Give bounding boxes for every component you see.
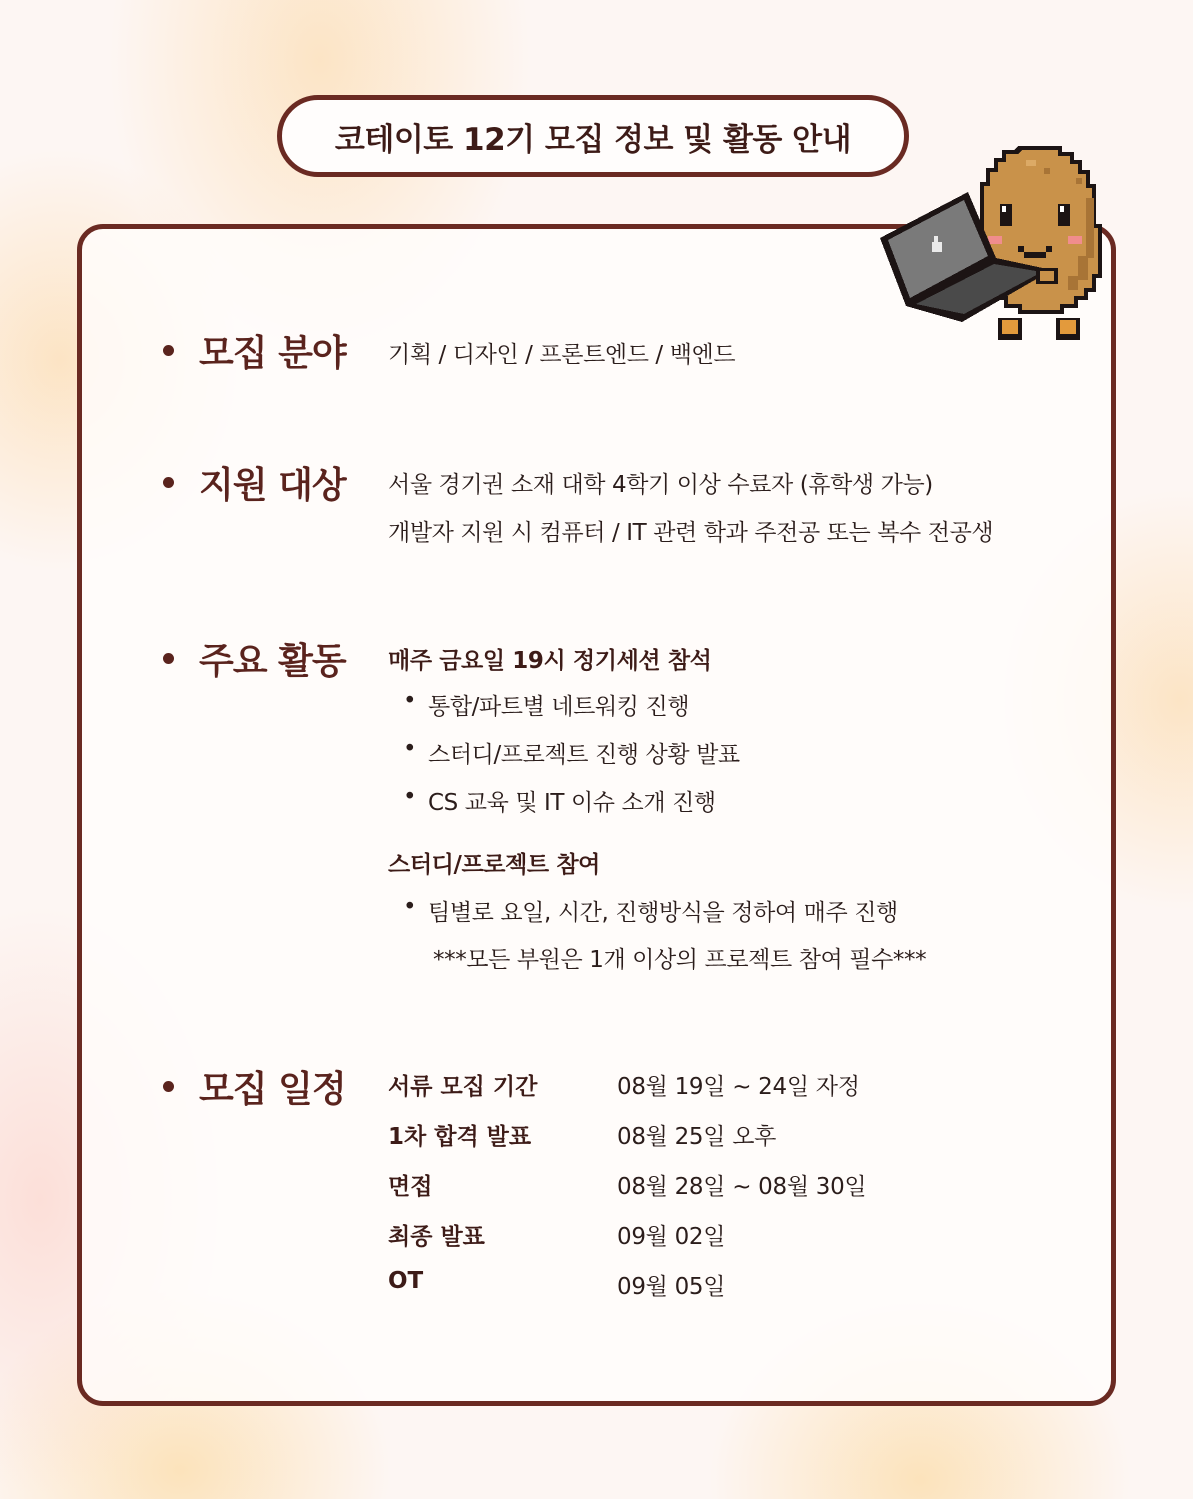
list-item-text: 팀별로 요일, 시간, 진행방식을 정하여 매주 진행 bbox=[428, 900, 898, 926]
field-text: 기획 / 디자인 / 프론트엔드 / 백엔드 bbox=[388, 342, 736, 368]
list-item bbox=[403, 784, 716, 817]
bullet-char: • bbox=[403, 894, 417, 920]
heading-text: 주요 활동 bbox=[199, 640, 346, 682]
schedule-date: 08월 19일 ~ 24일 자정 bbox=[617, 1074, 860, 1100]
schedule-date: 08월 28일 ~ 08월 30일 bbox=[617, 1174, 867, 1200]
potato-mascot-icon bbox=[876, 138, 1136, 348]
schedule-date: 08월 25일 오후 bbox=[617, 1124, 777, 1150]
bullet-dot-icon bbox=[163, 345, 174, 356]
bullet-char: • bbox=[403, 784, 417, 810]
bullet-dot-icon bbox=[163, 477, 174, 488]
schedule-date: 09월 05일 bbox=[617, 1274, 726, 1300]
bullet-char: • bbox=[403, 736, 417, 762]
heading-text: 모집 일정 bbox=[199, 1068, 346, 1110]
bullet-char: • bbox=[403, 688, 417, 714]
bullet-dot-icon bbox=[163, 653, 174, 664]
schedule-label: 서류 모집 기간 bbox=[388, 1074, 538, 1100]
schedule-label: OT bbox=[388, 1268, 424, 1294]
bullet-dot-icon bbox=[163, 1081, 174, 1092]
section-heading bbox=[163, 638, 346, 682]
section-heading bbox=[163, 330, 346, 374]
list-item-text: 스터디/프로젝트 진행 상황 발표 bbox=[428, 742, 740, 768]
heading-text: 모집 분야 bbox=[199, 332, 346, 374]
list-item bbox=[403, 736, 740, 769]
study-note: ***모든 부원은 1개 이상의 프로젝트 참여 필수*** bbox=[433, 947, 927, 973]
schedule-label: 최종 발표 bbox=[388, 1224, 485, 1250]
schedule-date: 09월 02일 bbox=[617, 1224, 726, 1250]
schedule-label: 1차 합격 발표 bbox=[388, 1124, 532, 1150]
list-item-text: 통합/파트별 네트워킹 진행 bbox=[428, 694, 690, 720]
schedule-label: 면접 bbox=[388, 1174, 433, 1200]
page-title: 코테이토 12기 모집 정보 및 활동 안내 bbox=[277, 95, 909, 177]
list-item bbox=[403, 688, 690, 721]
target-line: 개발자 지원 시 컴퓨터 / IT 관련 학과 주전공 또는 복수 전공생 bbox=[388, 520, 994, 546]
target-line: 서울 경기권 소재 대학 4학기 이상 수료자 (휴학생 가능) bbox=[388, 472, 933, 498]
section-heading bbox=[163, 462, 346, 506]
list-item-text: CS 교육 및 IT 이슈 소개 진행 bbox=[428, 790, 716, 816]
study-title: 스터디/프로젝트 참여 bbox=[388, 852, 600, 878]
section-heading bbox=[163, 1066, 346, 1110]
heading-text: 지원 대상 bbox=[199, 464, 346, 506]
session-title: 매주 금요일 19시 정기세션 참석 bbox=[388, 648, 712, 674]
list-item bbox=[403, 894, 898, 927]
